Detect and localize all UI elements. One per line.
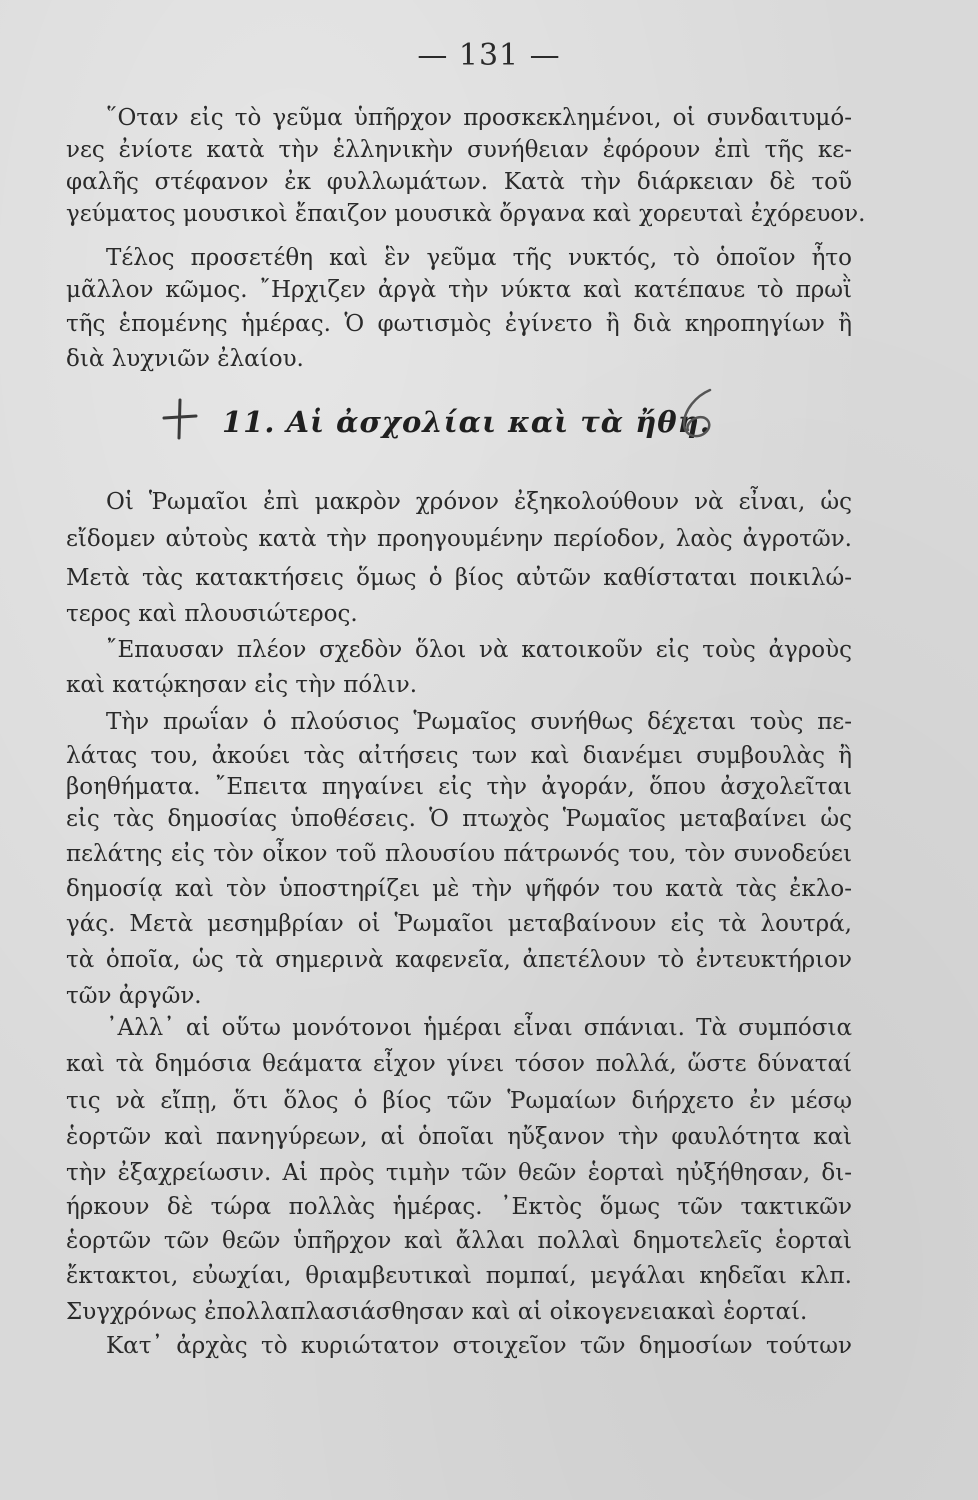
text-line: ήρκουν δὲ τώρα πολλὰς ἡμέρας. ᾿Εκτὸς ὅμως τῶν τακτικῶν [66,1194,852,1220]
text-line: τῶν ἀργῶν. [66,983,202,1009]
text-line: καὶ κατῴκησαν εἰς τὴν πόλιν. [66,672,418,698]
text-line: ῞Οταν εἰς τὸ γεῦμα ὑπῆρχον προσκεκλημένοι, οἱ συνδαιτυμό- [106,105,852,131]
text-line: δημοσίᾳ καὶ τὸν ὑποστηρίζει μὲ τὴν ψῆφόν του κατὰ τὰς ἐκλο- [66,876,852,902]
text-line: εἴδομεν αὐτοὺς κατὰ τὴν προηγουμένην περίοδον, λαὸς ἀγροτῶν. [66,526,852,552]
text-line: καὶ τὰ δημόσια θεάματα εἶχον γίνει τόσον πολλά, ὥστε δύναταί [66,1051,852,1077]
text-line: Οἱ Ῥωμαῖοι ἐπὶ μακρὸν χρόνον ἐξηκολούθουν νὰ εἶναι, ὡς [106,489,852,515]
text-line: ἑορτῶν καὶ πανηγύρεων, αἱ ὁποῖαι ηὔξανον τὴν φαυλότητα καὶ [66,1124,852,1150]
text-line: ἔκτακτοι, εὐωχίαι, θριαμβευτικαὶ πομπαί, μεγάλαι κηδεῖαι κλπ. [66,1263,852,1289]
text-line: ἑορτῶν τῶν θεῶν ὑπῆρχον καὶ ἄλλαι πολλαὶ δημοτελεῖς ἑορταὶ [66,1228,852,1254]
text-line: τῆς ἑπομένης ἡμέρας. Ὁ φωτισμὸς ἐγίνετο ἢ διὰ κηροπηγίων ἢ [66,311,852,337]
text-line: Κατ᾿ ἀρχὰς τὸ κυριώτατον στοιχεῖον τῶν δημοσίων τούτων [106,1333,852,1359]
text-line: νες ἐνίοτε κατὰ τὴν ἑλληνικὴν συνήθειαν ἐφόρουν ἐπὶ τῆς κε- [66,137,852,163]
text-line: μᾶλλον κῶμος. ῎Ηρχιζεν ἀργὰ τὴν νύκτα καὶ κατέπαυε τὸ πρωῒ [66,277,852,303]
page-number: — 131 — [417,38,561,73]
text-line: βοηθήματα. ῎Επειτα πηγαίνει εἰς τὴν ἀγοράν, ὅπου ἀσχολεῖται [66,774,852,800]
text-line: γάς. Μετὰ μεσημβρίαν οἱ Ῥωμαῖοι μεταβαίνουν εἰς τὰ λουτρά, [66,911,852,937]
text-line: τερος καὶ πλουσιώτερος. [66,601,358,627]
text-line: ᾿Αλλ᾿ αἱ οὕτω μονότονοι ἡμέραι εἶναι σπάνιαι. Τὰ συμπόσια [106,1015,852,1041]
text-line: πελάτης εἰς τὸν οἶκον τοῦ πλουσίου πάτρωνός του, τὸν συνοδεύει [66,841,852,867]
text-line: ῎Επαυσαν πλέον σχεδὸν ὅλοι νὰ κατοικοῦν εἰς τοὺς ἀγροὺς [106,637,852,663]
text-line: γεύματος μουσικοὶ ἔπαιζον μουσικὰ ὄργανα καὶ χορευταὶ ἐχόρευον. [66,201,866,227]
text-line: Τέλος προσετέθη καὶ ἓν γεῦμα τῆς νυκτός, τὸ ὁποῖον ἦτο [106,245,852,271]
text-line: Συγχρόνως ἐπολλαπλασιάσθησαν καὶ αἱ οἰκογενειακαὶ ἑορταί. [66,1299,808,1325]
text-line: Μετὰ τὰς κατακτήσεις ὅμως ὁ βίος αὐτῶν καθίσταται ποικιλώ- [66,565,852,591]
text-line: λάτας του, ἀκούει τὰς αἰτήσεις των καὶ διανέμει συμβουλὰς ἢ [66,743,852,769]
text-line: τὰ ὁποῖα, ὡς τὰ σημερινὰ καφενεῖα, ἀπετέλουν τὸ ἐντευκτήριον [66,947,852,973]
text-line: διὰ λυχνιῶν ἐλαίου. [66,346,304,372]
text-line: τὴν ἐξαχρείωσιν. Αἱ πρὸς τιμὴν τῶν θεῶν ἑορταὶ ηὐξήθησαν, δι- [66,1160,852,1186]
text-line: Τὴν πρωΐαν ὁ πλούσιος Ῥωμαῖος συνήθως δέχεται τοὺς πε- [106,709,852,735]
text-line: εἰς τὰς δημοσίας ὑποθέσεις. Ὁ πτωχὸς Ῥωμαῖος μεταβαίνει ὡς [66,806,852,832]
section-heading: 11. Αἱ ἀσχολίαι καὶ τὰ ἤθη. [222,405,711,439]
text-line: φαλῆς στέφανον ἐκ φυλλωμάτων. Κατὰ τὴν διάρκειαν δὲ τοῦ [66,169,852,195]
handwritten-numeral-6 [676,386,720,442]
handwritten-cross-mark [160,396,200,440]
text-line: τις νὰ εἴπῃ, ὅτι ὅλος ὁ βίος τῶν Ῥωμαίων διήρχετο ἐν μέσῳ [66,1088,852,1114]
